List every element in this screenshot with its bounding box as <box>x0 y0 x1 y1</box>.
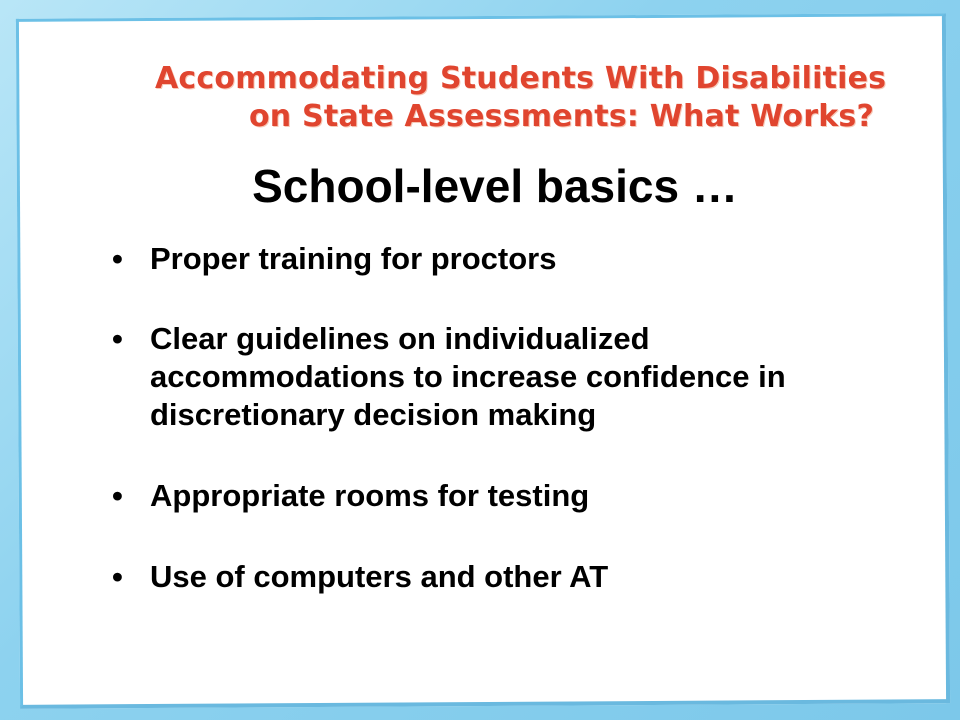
bullet-item <box>112 240 892 278</box>
bullet-item <box>112 320 892 434</box>
banner-line-2: on State Assessments: What Works? <box>249 99 875 134</box>
bullet-list <box>112 240 892 596</box>
bullet-item <box>112 558 892 596</box>
bullet-dot-icon: • <box>112 478 123 513</box>
bullet-text: Proper training for proctors <box>150 241 557 276</box>
presentation-banner <box>155 60 887 136</box>
bullet-dot-icon: • <box>112 559 123 594</box>
page-title: School-level basics … <box>252 160 738 212</box>
banner-line-1: Accommodating Students With Disabilities <box>155 61 887 96</box>
bullet-text: Appropriate rooms for testing <box>150 478 590 513</box>
bullet-text: Use of computers and other AT <box>150 559 609 594</box>
bullet-text: Clear guidelines on individualized accommodations to increase confidence in discretionary decision making <box>150 321 786 432</box>
bullet-dot-icon: • <box>112 241 123 276</box>
bullet-item <box>112 477 892 515</box>
bullet-dot-icon: • <box>112 321 123 356</box>
